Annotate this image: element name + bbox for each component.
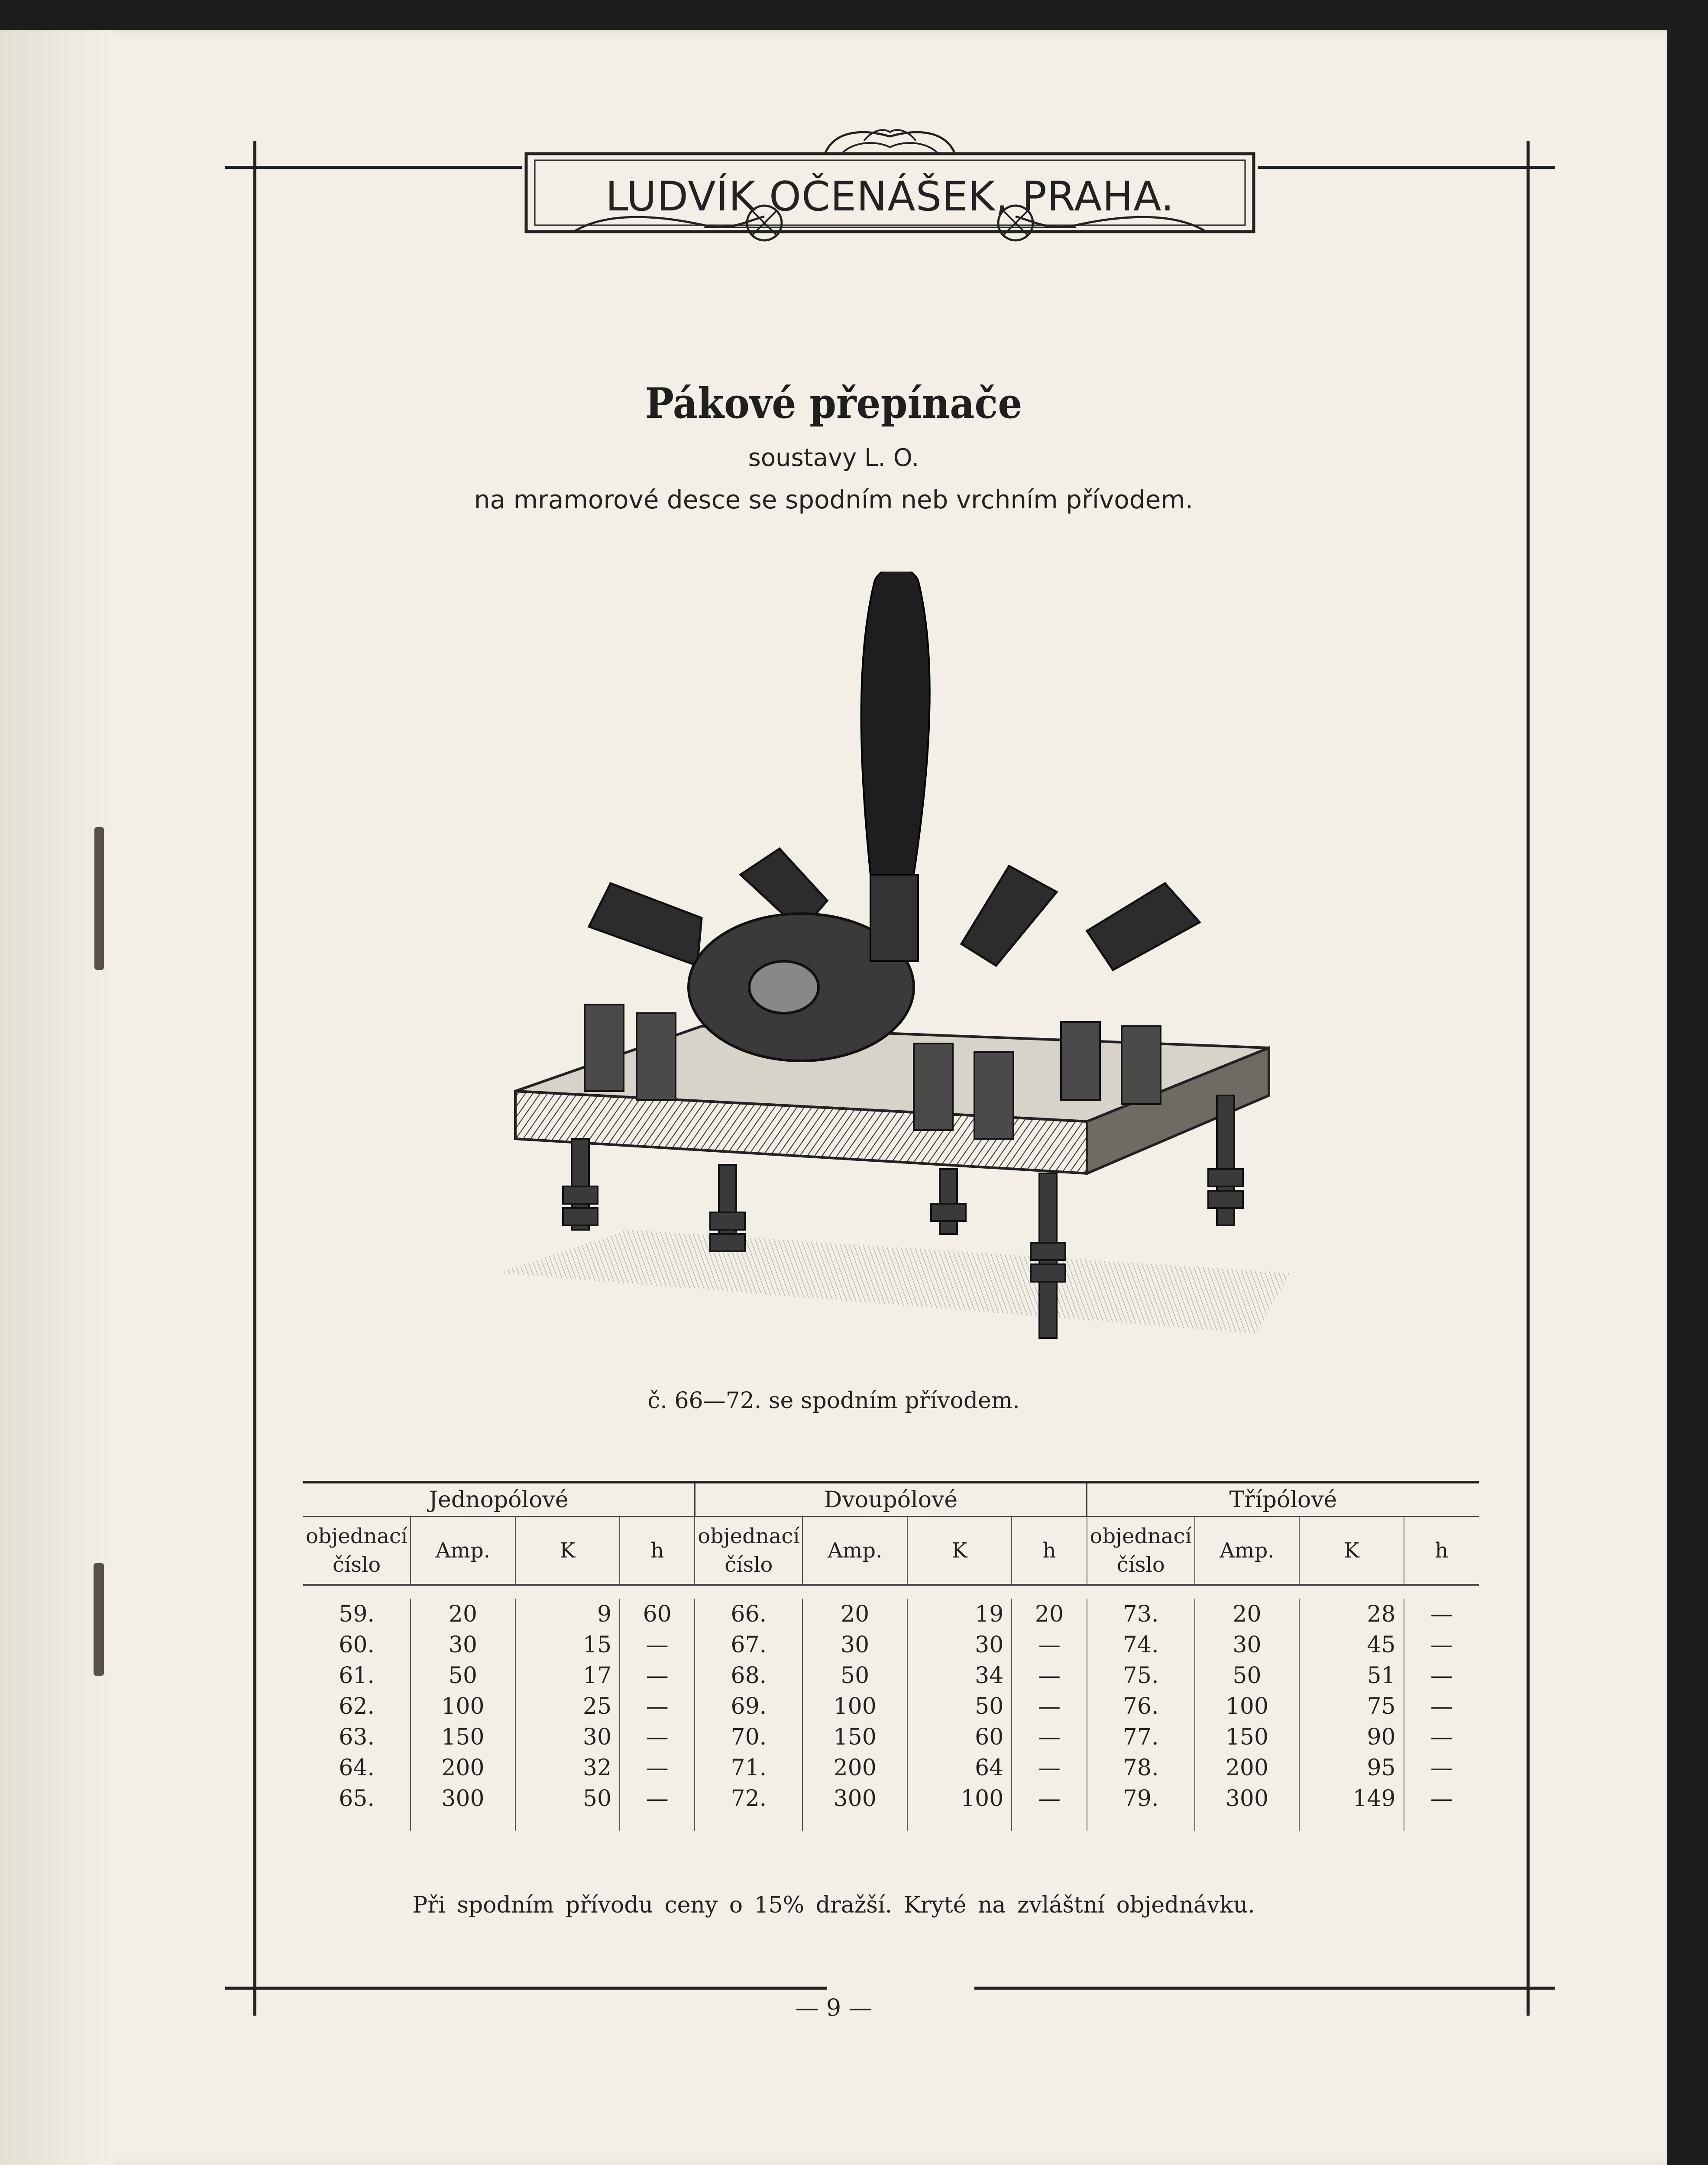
staple-top bbox=[94, 827, 104, 970]
table-cell: 30 bbox=[1195, 1629, 1299, 1660]
table-cell: 100 bbox=[1195, 1691, 1299, 1722]
table-cell: 20 bbox=[1195, 1599, 1299, 1629]
table-cell: — bbox=[1012, 1722, 1087, 1752]
table-cell: 30 bbox=[515, 1722, 620, 1752]
table-cell: 64. bbox=[303, 1752, 411, 1783]
table-cell: 150 bbox=[802, 1722, 907, 1752]
table-cell: 51 bbox=[1299, 1660, 1404, 1691]
table-cell: — bbox=[620, 1691, 695, 1722]
table-cell: 68. bbox=[695, 1660, 802, 1691]
table-cell: 150 bbox=[411, 1722, 515, 1752]
table-cell: 72. bbox=[695, 1783, 802, 1831]
table-cell: 45 bbox=[1299, 1629, 1404, 1660]
table-cell: 50 bbox=[802, 1660, 907, 1691]
table-cell: 64 bbox=[907, 1752, 1012, 1783]
col-k: K bbox=[907, 1516, 1012, 1585]
subtitle-system: soustavy L. O. bbox=[748, 444, 919, 472]
table-cell: 76. bbox=[1087, 1691, 1195, 1722]
table-cell: 50 bbox=[907, 1691, 1012, 1722]
table-cell: 70. bbox=[695, 1722, 802, 1752]
frame-bottom-right bbox=[974, 1987, 1555, 1990]
table-cell: — bbox=[1012, 1783, 1087, 1831]
table-cell: 74. bbox=[1087, 1629, 1195, 1660]
table-cell: 200 bbox=[411, 1752, 515, 1783]
table-cell: 19 bbox=[907, 1599, 1012, 1629]
illustration-caption: č. 66—72. se spodním přívodem. bbox=[647, 1388, 1020, 1414]
page-number: — 9 — bbox=[795, 1994, 872, 2021]
table-row bbox=[303, 1691, 1479, 1722]
subtitle-description: na mramorové desce se spodním neb vrchním přívodem. bbox=[474, 485, 1194, 514]
table-cell: 100 bbox=[907, 1783, 1012, 1831]
col-h: h bbox=[620, 1516, 695, 1585]
table-cell: 20 bbox=[802, 1599, 907, 1629]
page-spine bbox=[0, 30, 113, 2165]
table-cell: 75. bbox=[1087, 1660, 1195, 1691]
table-cell: 69. bbox=[695, 1691, 802, 1722]
table-cell: 50 bbox=[411, 1660, 515, 1691]
table-cell: 60. bbox=[303, 1629, 411, 1660]
table-cell: 65. bbox=[303, 1783, 411, 1831]
table-cell: 61. bbox=[303, 1660, 411, 1691]
table-cell: 300 bbox=[1195, 1783, 1299, 1831]
table-cell: 100 bbox=[802, 1691, 907, 1722]
frame-top-right bbox=[1258, 166, 1555, 169]
table-cell: 28 bbox=[1299, 1599, 1404, 1629]
table-cell: 90 bbox=[1299, 1722, 1404, 1752]
table-cell: 78. bbox=[1087, 1752, 1195, 1783]
table-cell: 67. bbox=[695, 1629, 802, 1660]
table-cell: — bbox=[1012, 1752, 1087, 1783]
table-cell: 30 bbox=[802, 1629, 907, 1660]
table-cell: 66. bbox=[695, 1599, 802, 1629]
table-row bbox=[303, 1752, 1479, 1783]
table-cell: 79. bbox=[1087, 1783, 1195, 1831]
table-row bbox=[303, 1629, 1479, 1660]
col-order-number: objednací číslo bbox=[1087, 1516, 1195, 1585]
table-cell: 71. bbox=[695, 1752, 802, 1783]
table-cell: — bbox=[620, 1722, 695, 1752]
table-cell: — bbox=[1430, 1662, 1453, 1689]
table-cell: 50 bbox=[1195, 1660, 1299, 1691]
table-cell: 300 bbox=[411, 1783, 515, 1831]
table-row bbox=[303, 1783, 1479, 1831]
table-cell: — bbox=[1012, 1660, 1087, 1691]
table-cell: 150 bbox=[1195, 1722, 1299, 1752]
table-cell: 100 bbox=[411, 1691, 515, 1722]
col-h: h bbox=[1404, 1516, 1479, 1585]
col-amp: Amp. bbox=[411, 1516, 515, 1585]
table-cell: 25 bbox=[515, 1691, 620, 1722]
table-cell: — bbox=[1012, 1629, 1087, 1660]
table-cell: — bbox=[1430, 1632, 1453, 1658]
table-cell: 62. bbox=[303, 1691, 411, 1722]
table-cell: — bbox=[620, 1783, 695, 1831]
col-k: K bbox=[515, 1516, 620, 1585]
frame-top-left bbox=[225, 166, 522, 169]
group-header-double: Dvoupólové bbox=[695, 1482, 1087, 1516]
price-note: Při spodním přívodu ceny o 15% dražší. Kryté na zvláštní objednávku. bbox=[412, 1892, 1255, 1918]
table-cell: 30 bbox=[411, 1629, 515, 1660]
table-cell: 20 bbox=[1012, 1599, 1087, 1629]
table-cell: 30 bbox=[907, 1629, 1012, 1660]
table-cell: 60 bbox=[907, 1722, 1012, 1752]
col-amp: Amp. bbox=[1195, 1516, 1299, 1585]
table-cell: 34 bbox=[907, 1660, 1012, 1691]
table-cell: — bbox=[1430, 1601, 1453, 1627]
table-cell: 95 bbox=[1299, 1752, 1404, 1783]
col-h: h bbox=[1012, 1516, 1087, 1585]
table-cell: — bbox=[1430, 1755, 1453, 1781]
firm-name: LUDVÍK OČENÁŠEK, PRAHA. bbox=[605, 173, 1174, 220]
table-cell: 73. bbox=[1087, 1599, 1195, 1629]
group-header-single: Jednopólové bbox=[303, 1482, 695, 1516]
table-row bbox=[303, 1599, 1479, 1629]
group-header-triple: Třípólové bbox=[1087, 1482, 1479, 1516]
table-cell: — bbox=[1430, 1724, 1453, 1750]
table-cell: 50 bbox=[515, 1783, 620, 1831]
table-cell: 200 bbox=[1195, 1752, 1299, 1783]
table-cell: 20 bbox=[411, 1599, 515, 1629]
table-cell: 75 bbox=[1299, 1691, 1404, 1722]
col-amp: Amp. bbox=[802, 1516, 907, 1585]
table-cell: 60 bbox=[620, 1599, 695, 1629]
col-order-number: objednací číslo bbox=[695, 1516, 802, 1585]
table-cell: 32 bbox=[515, 1752, 620, 1783]
table-row bbox=[303, 1722, 1479, 1752]
table-cell: — bbox=[1012, 1691, 1087, 1722]
table-cell: — bbox=[620, 1752, 695, 1783]
table-cell: 149 bbox=[1299, 1783, 1404, 1831]
table-cell: 9 bbox=[515, 1599, 620, 1629]
table-cell: 200 bbox=[802, 1752, 907, 1783]
frame-bottom-left bbox=[225, 1987, 827, 1990]
table-cell: 300 bbox=[802, 1783, 907, 1831]
page-title: Pákové přepínače bbox=[645, 379, 1022, 428]
table-cell: 59. bbox=[303, 1599, 411, 1629]
price-table bbox=[303, 1481, 1479, 1831]
staple-bottom bbox=[94, 1563, 104, 1676]
catalog-page bbox=[0, 30, 1667, 2165]
table-cell: — bbox=[1430, 1785, 1453, 1812]
table-cell: 17 bbox=[515, 1660, 620, 1691]
table-cell: — bbox=[1430, 1693, 1453, 1719]
col-order-number: objednací číslo bbox=[303, 1516, 411, 1585]
table-cell: — bbox=[620, 1660, 695, 1691]
table-cell: 77. bbox=[1087, 1722, 1195, 1752]
table-cell: 15 bbox=[515, 1629, 620, 1660]
col-k: K bbox=[1299, 1516, 1404, 1585]
table-cell: — bbox=[620, 1629, 695, 1660]
lever-switch-engraving-icon bbox=[498, 572, 1291, 1377]
table-row bbox=[303, 1660, 1479, 1691]
table-cell: 63. bbox=[303, 1722, 411, 1752]
